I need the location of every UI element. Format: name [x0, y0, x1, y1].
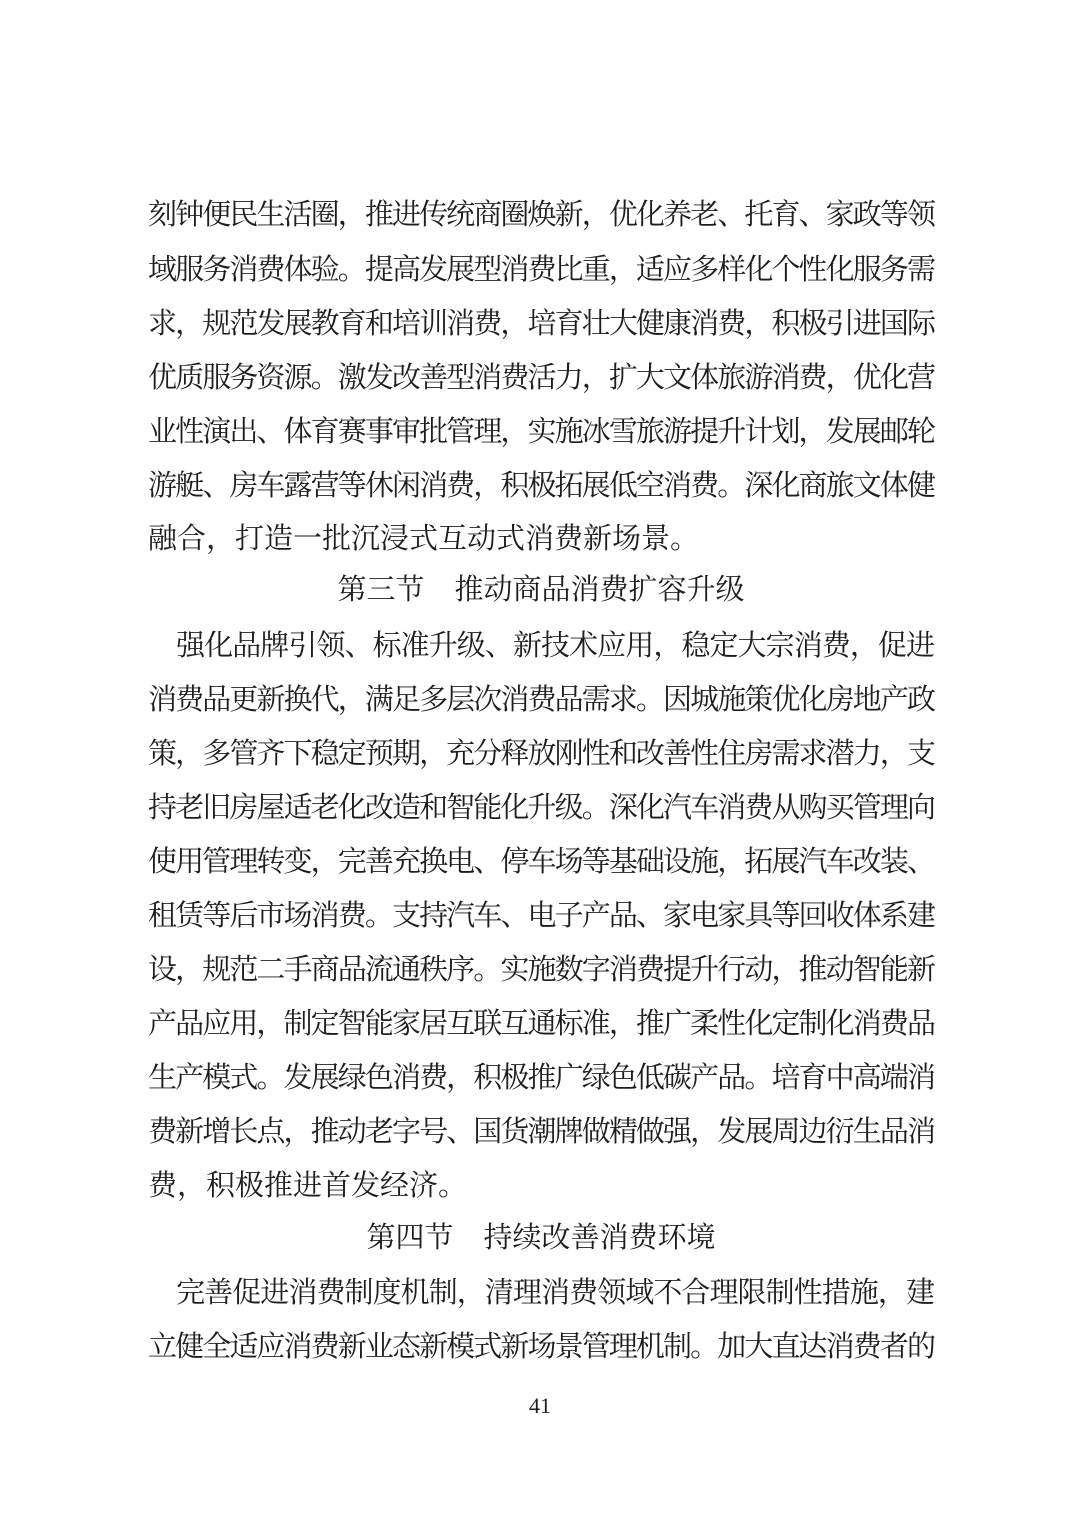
- section-4-title: 持续改善消费环境: [483, 1220, 716, 1254]
- page-number: 41: [529, 1393, 551, 1418]
- section-4-number: 第四节: [366, 1220, 454, 1254]
- paragraph-2-line-3: 策，多管齐下稳定预期，充分释放刚性和改善性住房需求潜力，支: [148, 736, 934, 770]
- paragraph-1-line-1: 刻钟便民生活圈，推进传统商圈焕新，优化养老、托育、家政等领: [148, 197, 934, 231]
- paragraph-2-line-8: 产品应用，制定智能家居互联互通标准，推广柔性化定制化消费品: [148, 1006, 934, 1040]
- section-3-number: 第三节: [337, 572, 425, 606]
- paragraph-3-line-2: 立健全适应消费新业态新模式新场景管理机制。加大直达消费者的: [148, 1329, 934, 1363]
- section-3-heading: [148, 572, 934, 606]
- paragraph-2-line-6: 租赁等后市场消费。支持汽车、电子产品、家电家具等回收体系建: [148, 898, 934, 932]
- section-4-heading: [148, 1220, 934, 1254]
- paragraph-2-line-10: 费新增长点，推动老字号、国货潮牌做精做强，发展周边衍生品消: [148, 1114, 934, 1148]
- paragraph-2-line-1: 强化品牌引领、标准升级、新技术应用，稳定大宗消费，促进: [148, 628, 934, 662]
- paragraph-3-line-1: 完善促进消费制度机制，清理消费领域不合理限制性措施，建: [148, 1275, 934, 1309]
- paragraph-2-line-9: 生产模式。发展绿色消费，积极推广绿色低碳产品。培育中高端消: [148, 1060, 934, 1094]
- paragraph-2-line-7: 设，规范二手商品流通秩序。实施数字消费提升行动，推动智能新: [148, 952, 934, 986]
- paragraph-1-line-5: 业性演出、体育赛事审批管理，实施冰雪旅游提升计划，发展邮轮: [148, 414, 934, 448]
- paragraph-2-line-5: 使用管理转变，完善充换电、停车场等基础设施，拓展汽车改装、: [148, 844, 934, 878]
- paragraph-1-line-7: 融合，打造一批沉浸式互动式消费新场景。: [148, 521, 700, 555]
- paragraph-2-line-4: 持老旧房屋适老化改造和智能化升级。深化汽车消费从购买管理向: [148, 790, 934, 824]
- paragraph-1-line-3: 求，规范发展教育和培训消费，培育壮大健康消费，积极引进国际: [148, 306, 934, 340]
- paragraph-2-line-11: 费，积极推进首发经济。: [148, 1168, 468, 1202]
- section-3-title: 推动商品消费扩容升级: [454, 572, 745, 606]
- paragraph-1-line-6: 游艇、房车露营等休闲消费，积极拓展低空消费。深化商旅文体健: [148, 468, 934, 502]
- paragraph-2-line-2: 消费品更新换代，满足多层次消费品需求。因城施策优化房地产政: [148, 682, 934, 716]
- paragraph-1-line-2: 域服务消费体验。提高发展型消费比重，适应多样化个性化服务需: [148, 252, 934, 286]
- paragraph-1-line-4: 优质服务资源。激发改善型消费活力，扩大文体旅游消费，优化营: [148, 360, 934, 394]
